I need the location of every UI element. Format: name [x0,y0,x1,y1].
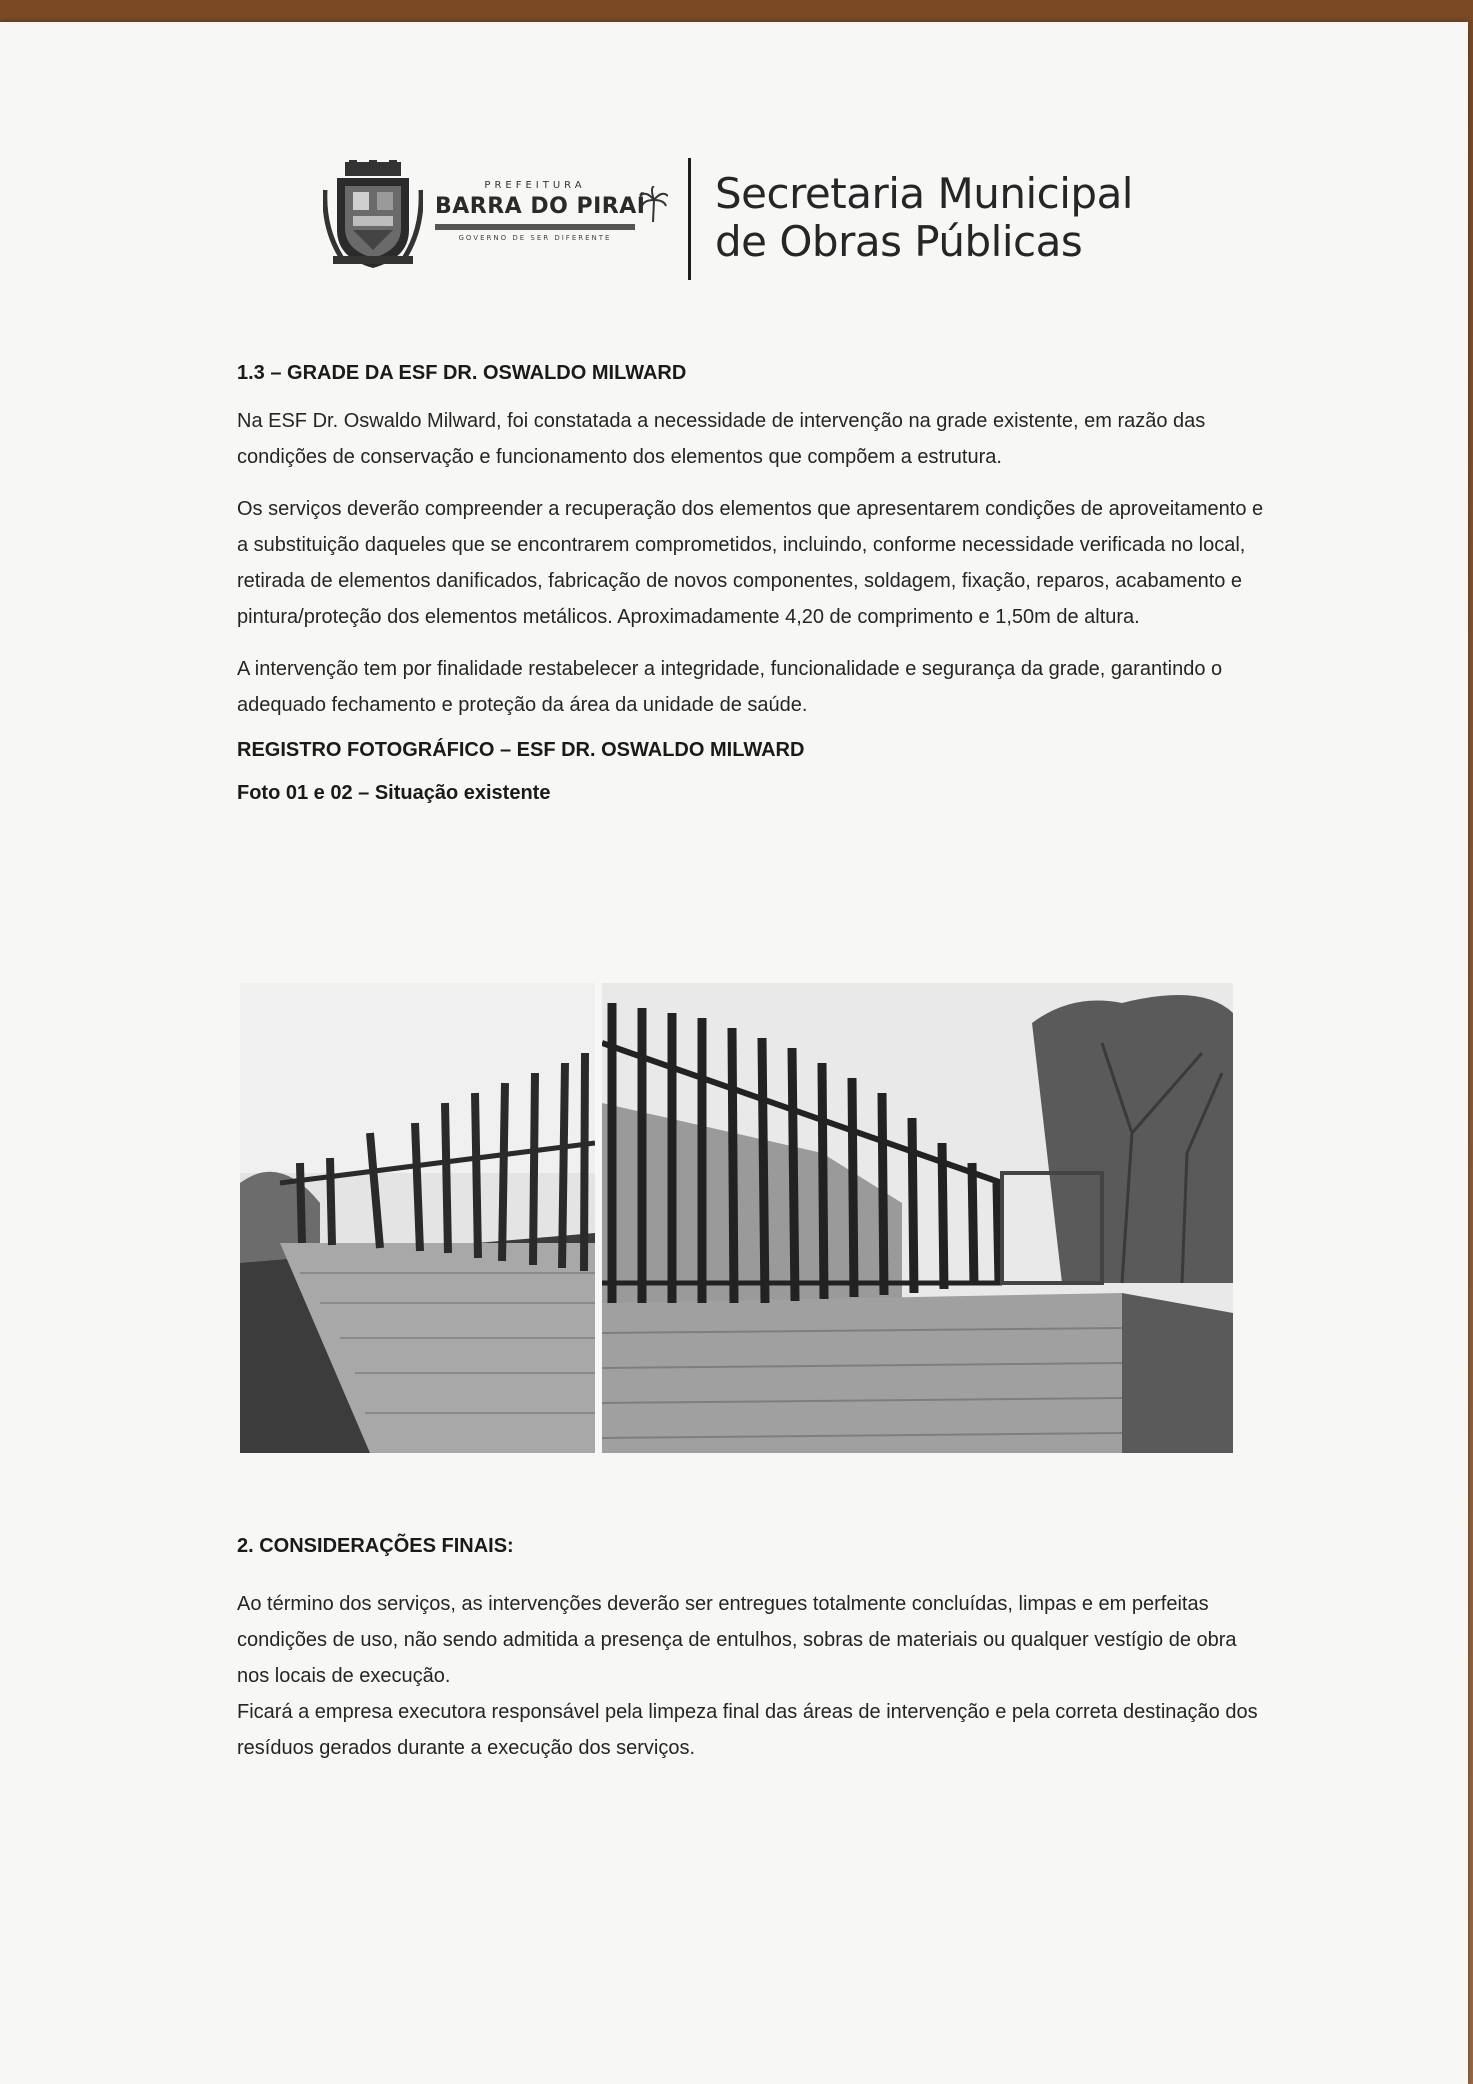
section-2-paragraph-1: Ao término dos serviços, as intervenções deverão ser entregues totalmente concluídas, limpas e em perfeitas condições de uso, não sendo admitida a presença de entulhos, sobras de materiais ou qualquer vestígio de obra nos locais de execução. [237,1593,1237,1687]
photo-register-heading: REGISTRO FOTOGRÁFICO – ESF DR. OSWALDO MILWARD [237,739,805,761]
section-2-heading: 2. CONSIDERAÇÕES FINAIS: [237,1535,514,1557]
section-1-3-paragraph-1: Na ESF Dr. Oswaldo Milward, foi constatada a necessidade de intervenção na grade existente, em razão das condições de conservação e funcionamento dos elementos que compõem a estrutura. [237,410,1206,468]
photo-01 [240,983,595,1453]
palm-tree-icon [640,186,668,222]
photo-caption: Foto 01 e 02 – Situação existente [237,782,551,804]
section-2-paragraph-2: Ficará a empresa executora responsável pela limpeza final das áreas de intervenção e pela correta destinação dos resíduos gerados durante a execução dos serviços. [237,1701,1258,1759]
logo-sub-text: GOVERNO DE SER DIFERENTE [458,234,612,242]
photo-02 [602,983,1233,1453]
photo-group [240,983,1233,1453]
section-1-3-paragraph-2: Os serviços deverão compreender a recuperação dos elementos que apresentarem condições de aproveitamento e a substituição daqueles que se encontrarem comprometidos, incluindo, conforme necessidade verificada no local, retirada de elementos danificados, fabricação de novos componentes, soldagem, fixação, reparos, acabamento e pintura/proteção dos elementos metálicos. Aproximadamente 4,20 de comprimento e 1,50m de altura. [237,498,1264,628]
secretaria-title-line2: de Obras Públicas [715,217,1083,266]
section-1-3-paragraph-3: A intervenção tem por finalidade restabelecer a integridade, funcionalidade e segurança da grade, garantindo o adequado fechamento e proteção da área da unidade de saúde. [237,658,1223,716]
header-divider [688,158,691,280]
page-header [323,140,1203,290]
prefeitura-logo [435,180,655,260]
secretaria-title-line1: Secretaria Municipal [715,169,1133,218]
logo-small-text: PREFEITURA [484,180,586,191]
coat-of-arms-icon [323,160,423,270]
logo-main-text: BARRA DO PIRAÍ [435,194,646,219]
logo-bar [435,224,635,230]
secretaria-title [715,170,1133,266]
document-page [0,22,1468,2084]
document-body [237,362,1267,805]
document-body-final [237,1535,1267,1766]
section-1-3-heading: 1.3 – GRADE DA ESF DR. OSWALDO MILWARD [237,362,687,384]
